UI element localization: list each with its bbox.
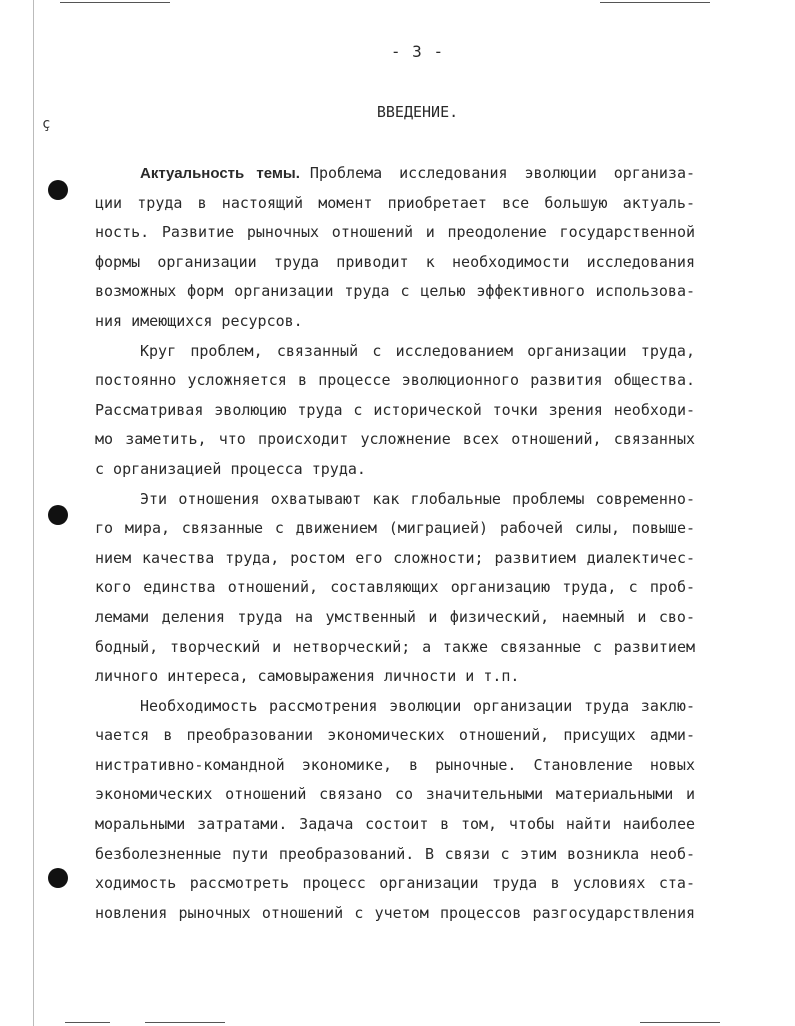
text-line: го мира, связанные с движением (миграцией) рабочей силы, повыше- (95, 519, 695, 538)
text-line: Необходимость рассмотрения эволюции организации труда заклю- (140, 696, 695, 715)
page-number: - 3 - (390, 42, 445, 61)
text-line: нистративно-командной экономике, в рыночные. Становление новых (95, 755, 695, 774)
text-line: нием качества труда, ростом его сложности; развитием диалектичес- (95, 548, 695, 567)
text-line: ния имеющихся ресурсов. (95, 311, 303, 330)
text-line: чается в преобразовании экономических отношений, присущих адми- (95, 726, 695, 745)
scan-edge-line (145, 1022, 225, 1023)
text-line: постоянно усложняется в процессе эволюционного развития общества. (95, 371, 695, 390)
text-line: кого единства отношений, составляющих организацию труда, с проб- (95, 578, 695, 597)
page-title: ВВЕДЕНИЕ. (376, 103, 459, 121)
body-text (95, 159, 695, 928)
text-line: лемами деления труда на умственный и физический, наемный и сво- (95, 607, 695, 626)
text-line: моральными затратами. Задача состоит в том, чтобы найти наиболее (95, 815, 695, 834)
scan-edge-line (640, 1022, 720, 1023)
paragraph (95, 337, 695, 485)
text-line: новления рыночных отношений с учетом процессов разгосударствления (95, 903, 695, 922)
lead-phrase: Актуальность темы. (140, 165, 300, 182)
text-line (95, 159, 695, 189)
text-line: ции труда в настоящий момент приобретает все большую актуаль- (95, 193, 695, 212)
paragraph (95, 485, 695, 692)
scan-mark-icon: ç (42, 116, 51, 132)
scan-edge-line (33, 0, 34, 1026)
scan-edge-line (60, 2, 170, 3)
text-line: с организацией процесса труда. (95, 459, 366, 478)
text-line: личного интереса, самовыражения личности и т.п. (95, 667, 520, 686)
punch-hole-icon (48, 505, 68, 525)
paragraph (95, 692, 695, 929)
text-line: бодный, творческий и нетворческий; а также связанные с развитием (95, 637, 695, 656)
scan-edge-line (600, 2, 710, 3)
text-line: безболезненные пути преобразований. В связи с этим возникла необ- (95, 844, 695, 863)
text-line: Круг проблем, связанный с исследованием организации труда, (140, 341, 695, 360)
text-line: Рассматривая эволюцию труда с исторической точки зрения необходи- (95, 400, 695, 419)
text-line: экономических отношений связано со значительными материальными и (95, 785, 695, 804)
punch-hole-icon (48, 180, 68, 200)
text-line: мо заметить, что происходит усложнение всех отношений, связанных (95, 430, 695, 449)
scan-edge-line (65, 1022, 110, 1023)
text-line: Эти отношения охватывают как глобальные проблемы современно- (140, 489, 695, 508)
punch-hole-icon (48, 868, 68, 888)
paragraph (95, 159, 695, 337)
text-line: возможных форм организации труда с целью эффективного использова- (95, 282, 695, 301)
text-line: формы организации труда приводит к необходимости исследования (95, 252, 695, 271)
text-line: ходимость рассмотреть процесс организации труда в условиях ста- (95, 874, 695, 893)
text-line: ность. Развитие рыночных отношений и преодоление государственной (95, 223, 695, 242)
text-line-content: Проблема исследования эволюции организа- (309, 164, 695, 182)
